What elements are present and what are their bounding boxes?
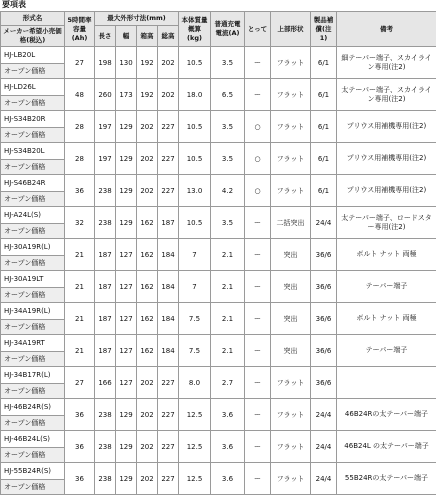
- fluid-cell: 24/4: [311, 463, 337, 495]
- width-cell: 129: [116, 111, 137, 143]
- model-cell: HJ-A24L(S): [1, 207, 65, 224]
- table-header: [1, 12, 436, 47]
- capacity-cell: 21: [65, 271, 95, 303]
- header-fluid: 製品補償(注1): [311, 12, 337, 47]
- total-height-cell: 184: [158, 303, 179, 335]
- header-model: 形式名: [1, 12, 65, 26]
- price-cell: オープン価格: [1, 448, 65, 463]
- length-cell: 187: [95, 271, 116, 303]
- price-cell: オープン価格: [1, 352, 65, 367]
- handle-cell: ー: [245, 79, 271, 111]
- width-cell: 129: [116, 143, 137, 175]
- total-height-cell: 202: [158, 47, 179, 79]
- box-height-cell: 202: [137, 463, 158, 495]
- remarks-cell: 細テーパー端子、スカイライン専用(注2): [337, 47, 436, 79]
- box-height-cell: 192: [137, 79, 158, 111]
- model-cell: HJ-30A19R(L): [1, 239, 65, 256]
- model-cell: HJ-LD26L: [1, 79, 65, 96]
- remarks-cell: 太テーパー端子、ロードスター専用(注2): [337, 207, 436, 239]
- remarks-cell: 太テーパー端子、スカイライン専用(注2): [337, 79, 436, 111]
- weight-cell: 10.5: [179, 111, 211, 143]
- handle-cell: ー: [245, 399, 271, 431]
- width-cell: 127: [116, 239, 137, 271]
- box-height-cell: 162: [137, 207, 158, 239]
- width-cell: 173: [116, 79, 137, 111]
- header-handle: とって: [245, 12, 271, 47]
- top-shape-cell: フラット: [271, 463, 311, 495]
- box-height-cell: 202: [137, 143, 158, 175]
- charge-cell: 3.5: [211, 111, 245, 143]
- total-height-cell: 227: [158, 399, 179, 431]
- box-height-cell: 202: [137, 175, 158, 207]
- weight-cell: 7: [179, 271, 211, 303]
- top-shape-cell: フラット: [271, 143, 311, 175]
- model-cell: HJ-34B17R(L): [1, 367, 65, 384]
- weight-cell: 12.5: [179, 399, 211, 431]
- box-height-cell: 192: [137, 47, 158, 79]
- capacity-cell: 21: [65, 239, 95, 271]
- length-cell: 238: [95, 207, 116, 239]
- weight-cell: 8.0: [179, 367, 211, 399]
- remarks-cell: ボルト ナット 両極: [337, 303, 436, 335]
- weight-cell: 10.5: [179, 207, 211, 239]
- table-row: [1, 399, 436, 416]
- price-cell: オープン価格: [1, 128, 65, 143]
- table-row: [1, 239, 436, 256]
- handle-cell: ー: [245, 463, 271, 495]
- fluid-cell: 36/6: [311, 239, 337, 271]
- weight-cell: 7.5: [179, 303, 211, 335]
- price-cell: オープン価格: [1, 480, 65, 495]
- top-shape-cell: フラット: [271, 79, 311, 111]
- top-shape-cell: フラット: [271, 431, 311, 463]
- total-height-cell: 227: [158, 175, 179, 207]
- box-height-cell: 162: [137, 303, 158, 335]
- price-cell: オープン価格: [1, 256, 65, 271]
- weight-cell: 12.5: [179, 463, 211, 495]
- table-body: [1, 47, 436, 495]
- length-cell: 187: [95, 335, 116, 367]
- remarks-cell: [337, 367, 436, 399]
- total-height-cell: 227: [158, 367, 179, 399]
- top-shape-cell: フラット: [271, 47, 311, 79]
- fluid-cell: 36/6: [311, 367, 337, 399]
- total-height-cell: 227: [158, 463, 179, 495]
- weight-cell: 10.5: [179, 143, 211, 175]
- header-price: メーカー希望小売価格(税込): [1, 26, 65, 47]
- header-box-height: 箱高: [137, 26, 158, 47]
- box-height-cell: 162: [137, 335, 158, 367]
- capacity-cell: 27: [65, 47, 95, 79]
- charge-cell: 3.5: [211, 47, 245, 79]
- header-top-shape: 上部形状: [271, 12, 311, 47]
- charge-cell: 3.5: [211, 143, 245, 175]
- handle-cell: ○: [245, 111, 271, 143]
- header-remarks: 備考: [337, 12, 436, 47]
- remarks-cell: プリウス用補機専用(注2): [337, 175, 436, 207]
- total-height-cell: 227: [158, 431, 179, 463]
- price-cell: オープン価格: [1, 288, 65, 303]
- capacity-cell: 21: [65, 303, 95, 335]
- model-cell: HJ-46B24L(S): [1, 431, 65, 448]
- table-row: [1, 431, 436, 448]
- width-cell: 129: [116, 207, 137, 239]
- table-row: [1, 79, 436, 96]
- price-cell: オープン価格: [1, 96, 65, 111]
- handle-cell: ー: [245, 335, 271, 367]
- model-cell: HJ-34A19RT: [1, 335, 65, 352]
- top-shape-cell: 二括突出: [271, 207, 311, 239]
- weight-cell: 7: [179, 239, 211, 271]
- capacity-cell: 36: [65, 431, 95, 463]
- handle-cell: ー: [245, 271, 271, 303]
- weight-cell: 10.5: [179, 47, 211, 79]
- price-cell: オープン価格: [1, 416, 65, 431]
- capacity-cell: 48: [65, 79, 95, 111]
- weight-cell: 7.5: [179, 335, 211, 367]
- top-shape-cell: フラット: [271, 175, 311, 207]
- handle-cell: ー: [245, 303, 271, 335]
- header-dims: 最大外形寸法(mm): [95, 12, 179, 26]
- length-cell: 260: [95, 79, 116, 111]
- length-cell: 238: [95, 431, 116, 463]
- charge-cell: 3.6: [211, 399, 245, 431]
- capacity-cell: 36: [65, 463, 95, 495]
- charge-cell: 6.5: [211, 79, 245, 111]
- handle-cell: ー: [245, 431, 271, 463]
- model-cell: HJ-S46B24R: [1, 175, 65, 192]
- weight-cell: 13.0: [179, 175, 211, 207]
- capacity-cell: 27: [65, 367, 95, 399]
- header-capacity: 5時間率容量(Ah): [65, 12, 95, 47]
- box-height-cell: 202: [137, 111, 158, 143]
- fluid-cell: 36/6: [311, 303, 337, 335]
- model-cell: HJ-55B24R(S): [1, 463, 65, 480]
- length-cell: 187: [95, 303, 116, 335]
- handle-cell: ○: [245, 143, 271, 175]
- total-height-cell: 227: [158, 143, 179, 175]
- remarks-cell: テーパー端子: [337, 335, 436, 367]
- width-cell: 127: [116, 335, 137, 367]
- width-cell: 130: [116, 47, 137, 79]
- length-cell: 238: [95, 175, 116, 207]
- price-cell: オープン価格: [1, 160, 65, 175]
- table-row: [1, 207, 436, 224]
- charge-cell: 3.6: [211, 463, 245, 495]
- charge-cell: 2.1: [211, 239, 245, 271]
- fluid-cell: 24/4: [311, 431, 337, 463]
- handle-cell: ○: [245, 175, 271, 207]
- remarks-cell: プリウス用補機専用(注2): [337, 111, 436, 143]
- total-height-cell: 187: [158, 207, 179, 239]
- remarks-cell: ボルト ナット 両極: [337, 239, 436, 271]
- capacity-cell: 28: [65, 111, 95, 143]
- fluid-cell: 6/1: [311, 143, 337, 175]
- header-total-height: 総高: [158, 26, 179, 47]
- length-cell: 238: [95, 463, 116, 495]
- length-cell: 238: [95, 399, 116, 431]
- table-row: [1, 303, 436, 320]
- top-shape-cell: 突出: [271, 271, 311, 303]
- weight-cell: 18.0: [179, 79, 211, 111]
- remarks-cell: テーパー端子: [337, 271, 436, 303]
- width-cell: 129: [116, 463, 137, 495]
- handle-cell: ー: [245, 207, 271, 239]
- remarks-cell: プリウス用補機専用(注2): [337, 143, 436, 175]
- length-cell: 198: [95, 47, 116, 79]
- charge-cell: 2.1: [211, 303, 245, 335]
- box-height-cell: 202: [137, 399, 158, 431]
- top-shape-cell: フラット: [271, 367, 311, 399]
- capacity-cell: 36: [65, 399, 95, 431]
- charge-cell: 2.1: [211, 271, 245, 303]
- header-weight: 本体質量概算(kg): [179, 12, 211, 47]
- model-cell: HJ-34A19R(L): [1, 303, 65, 320]
- width-cell: 127: [116, 303, 137, 335]
- table-row: [1, 367, 436, 384]
- width-cell: 127: [116, 271, 137, 303]
- price-cell: オープン価格: [1, 224, 65, 239]
- fluid-cell: 36/6: [311, 271, 337, 303]
- total-height-cell: 184: [158, 335, 179, 367]
- width-cell: 129: [116, 431, 137, 463]
- weight-cell: 12.5: [179, 431, 211, 463]
- total-height-cell: 184: [158, 239, 179, 271]
- width-cell: 129: [116, 399, 137, 431]
- total-height-cell: 184: [158, 271, 179, 303]
- model-cell: HJ-30A19LT: [1, 271, 65, 288]
- fluid-cell: 24/4: [311, 399, 337, 431]
- top-shape-cell: フラット: [271, 399, 311, 431]
- header-charge: 普通充電電流(A): [211, 12, 245, 47]
- table-row: [1, 463, 436, 480]
- width-cell: 127: [116, 367, 137, 399]
- handle-cell: ー: [245, 47, 271, 79]
- price-cell: オープン価格: [1, 64, 65, 79]
- charge-cell: 2.7: [211, 367, 245, 399]
- charge-cell: 3.6: [211, 431, 245, 463]
- price-cell: オープン価格: [1, 384, 65, 399]
- box-height-cell: 202: [137, 367, 158, 399]
- price-cell: オープン価格: [1, 192, 65, 207]
- model-cell: HJ-S34B20L: [1, 143, 65, 160]
- fluid-cell: 6/1: [311, 79, 337, 111]
- table-row: [1, 335, 436, 352]
- model-cell: HJ-46B24R(S): [1, 399, 65, 416]
- model-cell: HJ-S34B20R: [1, 111, 65, 128]
- price-cell: オープン価格: [1, 320, 65, 335]
- handle-cell: ー: [245, 367, 271, 399]
- remarks-cell: 55B24Rの太テーパー端子: [337, 463, 436, 495]
- charge-cell: 2.1: [211, 335, 245, 367]
- top-shape-cell: 突出: [271, 335, 311, 367]
- charge-cell: 4.2: [211, 175, 245, 207]
- box-height-cell: 162: [137, 271, 158, 303]
- capacity-cell: 36: [65, 175, 95, 207]
- header-width: 幅: [116, 26, 137, 47]
- spec-table: [0, 11, 436, 495]
- fluid-cell: 6/1: [311, 175, 337, 207]
- fluid-cell: 36/6: [311, 335, 337, 367]
- header-length: 長さ: [95, 26, 116, 47]
- page-title: 要項表: [2, 0, 26, 10]
- table-row: [1, 175, 436, 192]
- length-cell: 197: [95, 111, 116, 143]
- capacity-cell: 28: [65, 143, 95, 175]
- handle-cell: ー: [245, 239, 271, 271]
- charge-cell: 3.5: [211, 207, 245, 239]
- length-cell: 166: [95, 367, 116, 399]
- fluid-cell: 24/4: [311, 207, 337, 239]
- table-row: [1, 271, 436, 288]
- table-row: [1, 111, 436, 128]
- top-shape-cell: フラット: [271, 111, 311, 143]
- table-row: [1, 143, 436, 160]
- length-cell: 187: [95, 239, 116, 271]
- width-cell: 129: [116, 175, 137, 207]
- capacity-cell: 21: [65, 335, 95, 367]
- top-shape-cell: 突出: [271, 239, 311, 271]
- remarks-cell: 46B24L の太テーパー端子: [337, 431, 436, 463]
- fluid-cell: 6/1: [311, 47, 337, 79]
- fluid-cell: 6/1: [311, 111, 337, 143]
- box-height-cell: 162: [137, 239, 158, 271]
- top-shape-cell: 突出: [271, 303, 311, 335]
- table-row: [1, 47, 436, 64]
- length-cell: 197: [95, 143, 116, 175]
- remarks-cell: 46B24Rの太テーパー端子: [337, 399, 436, 431]
- capacity-cell: 32: [65, 207, 95, 239]
- total-height-cell: 202: [158, 79, 179, 111]
- model-cell: HJ-LB20L: [1, 47, 65, 64]
- box-height-cell: 202: [137, 431, 158, 463]
- total-height-cell: 227: [158, 111, 179, 143]
